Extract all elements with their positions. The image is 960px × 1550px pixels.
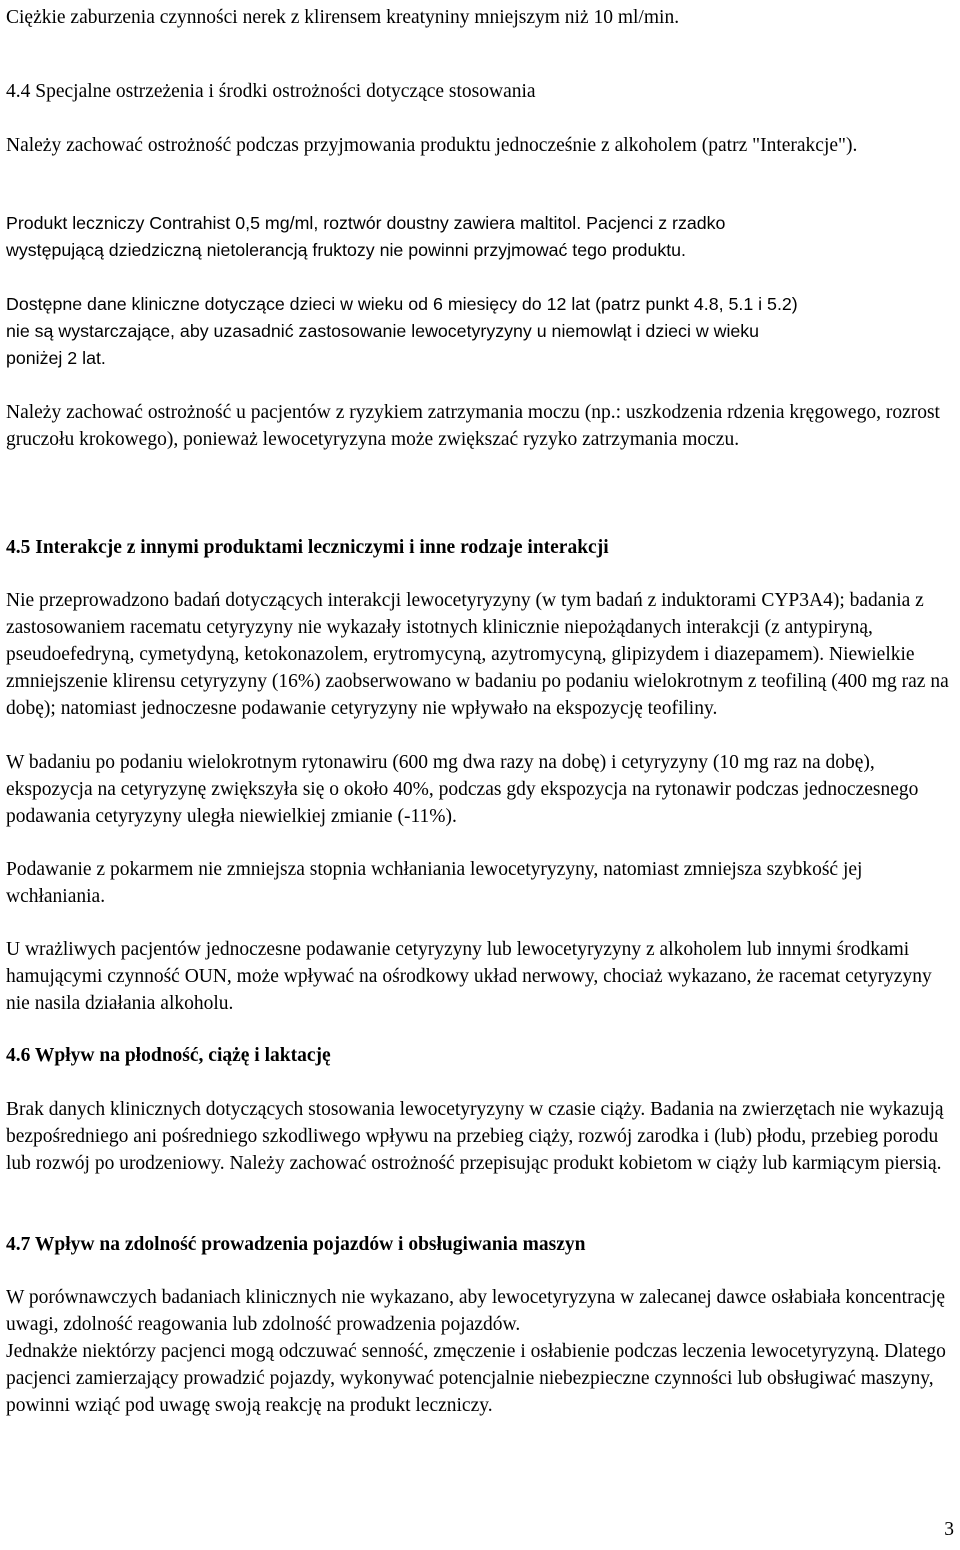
section-4-4-alcohol-paragraph: Należy zachować ostrożność podczas przyjmowania produktu jednocześnie z alkoholem (patrz "Interakcje"). (6, 135, 858, 156)
maltitol-line-2: występującą dziedziczną nietolerancją fruktozy nie powinni przyjmować tego produktu. (6, 240, 686, 260)
renal-impairment-line: Ciężkie zaburzenia czynności nerek z klirensem kreatyniny mniejszym niż 10 ml/min. (6, 7, 680, 28)
section-4-5-heading: 4.5 Interakcje z innymi produktami leczniczymi i inne rodzaje interakcji (6, 537, 609, 558)
section-4-4-urinary-retention-paragraph: Należy zachować ostrożność u pacjentów z ryzykiem zatrzymania moczu (np.: uszkodzenia rdzenia kręgowego, rozrost gruczołu krokowego), ponieważ lewocetyryzyna może zwiększać ryzyko zatrzymania moczu. (6, 402, 940, 450)
children-line-3: poniżej 2 lat. (6, 348, 106, 368)
section-4-6-pregnancy-paragraph: Brak danych klinicznych dotyczących stosowania lewocetyryzyny w czasie ciąży. Badania na zwierzętach nie wykazują bezpośredniego ani pośredniego szkodliwego wpływu na przebieg ciąży, rozwój zarodka i (lub) płodu, przebieg porodu lub rozwój po urodzeniowy. Należy zachować ostrożność przepisując produkt kobietom w ciąży lub karmiącym piersią. (6, 1099, 944, 1174)
section-4-7-driving-paragraph: W porównawczych badaniach klinicznych nie wykazano, aby lewocetyryzyna w zalecanej dawce osłabiała koncentrację uwagi, zdolność reagowania lub zdolność prowadzenia pojazdów. (6, 1287, 945, 1335)
page-number: 3 (944, 1519, 954, 1540)
section-4-5-food-paragraph: Podawanie z pokarmem nie zmniejsza stopnia wchłaniania lewocetyryzyny, natomiast zmniejsza szybkość jej wchłaniania. (6, 859, 863, 907)
section-4-5-ritonavir-paragraph: W badaniu po podaniu wielokrotnym rytonawiru (600 mg dwa razy na dobę) i cetyryzyny (10 mg raz na dobę), ekspozycja na cetyryzynę zwiększyła się o około 40%, podczas gdy ekspozycja na rytonawir podczas jednoczesnego podawania cetyryzyny uległa niewielkiej zmianie (-11%). (6, 752, 919, 827)
section-4-7-heading: 4.7 Wpływ na zdolność prowadzenia pojazdów i obsługiwania maszyn (6, 1234, 586, 1255)
section-4-5-alcohol-cns-paragraph: U wrażliwych pacjentów jednoczesne podawanie cetyryzyny lub lewocetyryzyny z alkoholem lub innymi środkami hamującymi czynność OUN, może wpływać na ośrodkowy układ nerwowy, chociaż wykazano, że racemat cetyryzyny nie nasila działania alkoholu. (6, 939, 932, 1014)
children-line-2: nie są wystarczające, aby uzasadnić zastosowanie lewocetyryzyny u niemowląt i dzieci w wieku (6, 321, 760, 341)
section-4-6-heading: 4.6 Wpływ na płodność, ciążę i laktację (6, 1045, 331, 1066)
section-4-4-children-paragraph (6, 291, 956, 372)
section-4-7-drowsiness-paragraph: Jednakże niektórzy pacjenci mogą odczuwać senność, zmęczenie i osłabienie podczas leczenia lewocetyryzyną. Dlatego pacjenci zamierzający prowadzić pojazdy, wykonywać potencjalnie niebezpieczne czynności lub obsługiwać maszyny, powinni wziąć pod uwagę swoją reakcję na produkt leczniczy. (6, 1341, 946, 1416)
maltitol-line-1: Produkt leczniczy Contrahist 0,5 mg/ml, roztwór doustny zawiera maltitol. Pacjenci z rzadko (6, 213, 726, 233)
section-4-4-maltitol-paragraph (6, 210, 956, 264)
section-4-4-heading: 4.4 Specjalne ostrzeżenia i środki ostrożności dotyczące stosowania (6, 81, 536, 102)
section-4-5-interactions-paragraph: Nie przeprowadzono badań dotyczących interakcji lewocetyryzyny (w tym badań z induktorami CYP3A4); badania z zastosowaniem racematu cetyryzyny nie wykazały istotnych klinicznie niepożądanych interakcji (z antypiryną, pseudoefedryną, cymetydyną, ketokonazolem, erytromycyną, azytromycyną, glipizydem i diazepamem). Niewielkie zmniejszenie klirensu cetyryzyny (16%) zaobserwowano w badaniu po podaniu wielokrotnym z teofiliną (400 mg raz na dobę); natomiast jednoczesne podawanie cetyryzyny nie wpływało na ekspozycję teofiliny. (6, 590, 949, 719)
children-line-1: Dostępne dane kliniczne dotyczące dzieci w wieku od 6 miesięcy do 12 lat (patrz punkt 4.8, 5.1 i 5.2) (6, 294, 798, 314)
